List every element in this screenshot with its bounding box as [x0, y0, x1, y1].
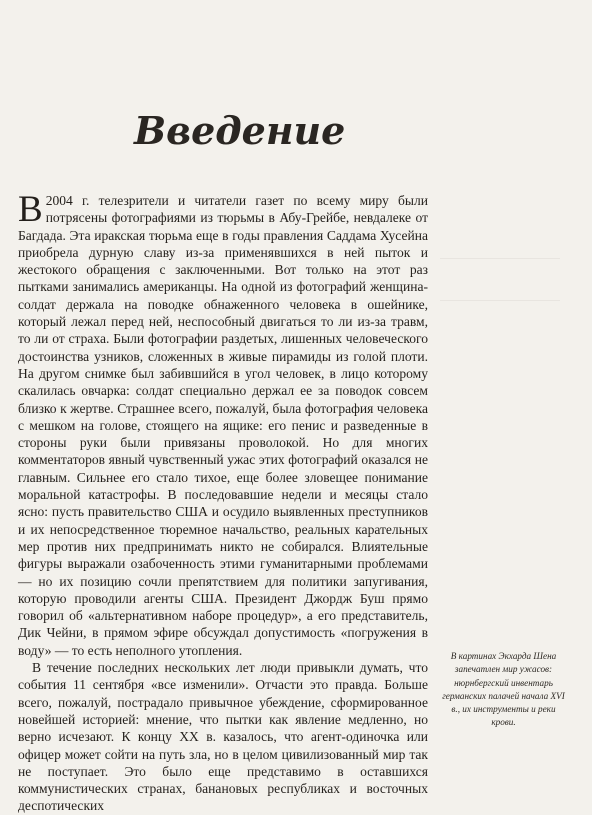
paragraph-1 — [18, 189, 428, 659]
margin-caption: В картинах Экхарда Шена запечатлен мир ужасов: нюрнбергский инвентарь германских палачей начала XVI в., их инструменты и реки крови. — [442, 651, 565, 728]
drop-cap: В — [18, 189, 43, 230]
paragraph-2: В течение последних нескольких лет люди привыкли думать, что события 11 сентября «все изменили». Отчасти это правда. Больше всего, пожалуй, пострадало привычное убеждение, сформированное новейшей историей: мнение, что пытки как явление медленно, но верно исчезают. К концу XX в. казалось, что агент-одиночка или офицер может сойти на путь зла, но в целом цивилизованный мир так не поступает. Это было еще представимо в оставшихся коммунистических странах, банановых республиках и восточных деспотических — [18, 660, 428, 814]
bleed-through-line — [440, 300, 560, 301]
main-body-text — [18, 189, 428, 815]
chapter-title: Введение — [134, 108, 346, 153]
paragraph-1-text: 2004 г. телезрители и читатели газет по всему миру были потрясены фотографиями из тюрьмы в Абу-Грейбе, невдалеке от Багдада. Эта иракская тюрьма еще в годы правления Саддама Хусейна приобрела дурную славу из-за применявшихся в ней пыток и жестокого обращения с заключенными. Вот только на этот раз пытками занимались американцы. На одной из фотографий женщина-солдат держала на поводке обнаженного человека в ошейнике, который лежал перед ней, неспособный двигаться то ли из-за травм, то ли от страха. Были фотографии раздетых, лишенных человеческого достоинства узников, сложенных в живые пирамиды из голой плоти. На другом снимке был забившийся в угол человек, в лицо которому скалилась овчарка: солдат специально держал ее за поводок совсем близко к жертве. Страшнее всего, пожалуй, была фотография человека с мешком на голове, стоящего на ящике: его пенис и разведенные в стороны руки были привязаны проволокой. Но для многих комментаторов явный чувственный ужас этих фотографий оказался не главным. Сильнее его стало тихое, еще более зловещее понимание моральной катастрофы. В последовавшие недели и месяцы стало ясно: пусть правительство США и осудило выявленных преступников и их непосредственное тюремное начальство, реальных карательных мер против них предпринимать никто не собирался. Влиятельные фигуры выражали озабоченность этими гуманитарными проблемами — но их позицию сочли препятствием для политики запугивания, которую проводили агенты США. Президент Джордж Буш прямо говорил об «альтернативном наборе процедур», а его представитель, Дик Чейни, в прямом эфире обсуждал допустимость «погружения в воду» — то есть неполного утопления. — [18, 193, 428, 658]
bleed-through-line — [440, 258, 560, 259]
